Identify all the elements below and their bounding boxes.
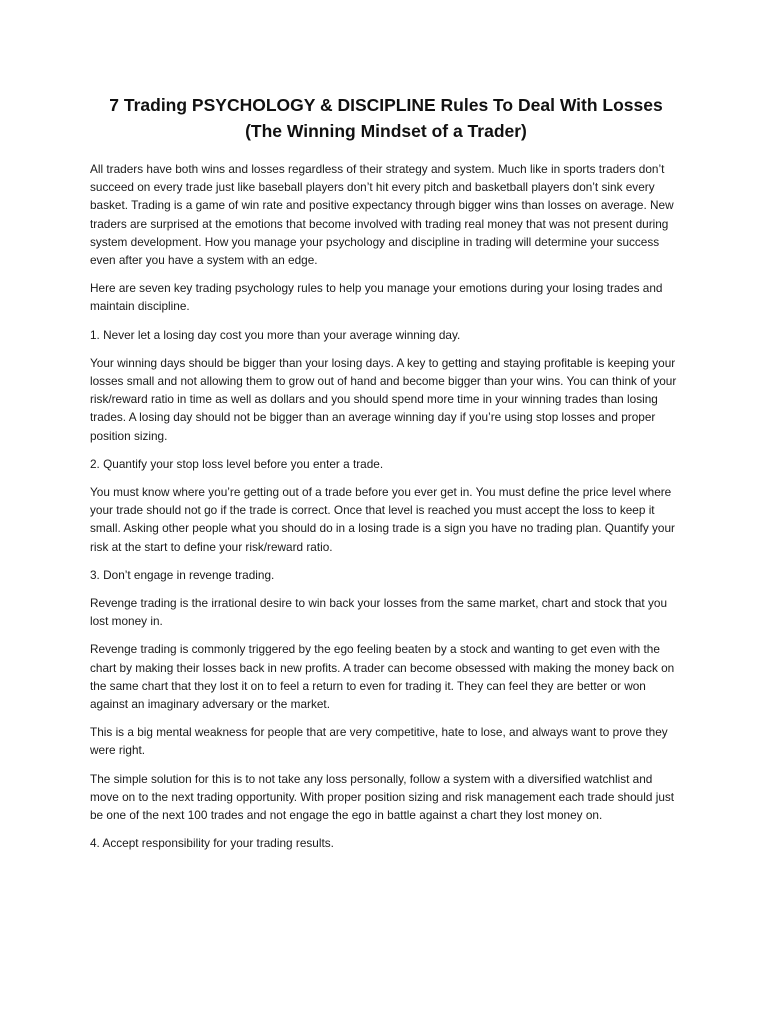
intro-paragraph: All traders have both wins and losses regardless of their strategy and system. Much like in sports traders don’t succeed on every trade just like baseball players don’t hit every pitch and basketball players don’t sink every basket. Trading is a game of win rate and positive expectancy through bigger wins than losses on average. New traders are surprised at the emotions that become involved with trading real money that was not present during system development. How you manage your psychology and discipline in trading will determine your success even after you have a system with an edge. [90, 162, 674, 268]
rule-3-body-1: Revenge trading is the irrational desire to win back your losses from the same market, chart and stock that you lost money in. [90, 596, 668, 629]
document-title: 7 Trading PSYCHOLOGY & DISCIPLINE Rules To Deal With Losses (The Winning Mindset of a Trader) [109, 95, 663, 141]
document-page [90, 92, 682, 863]
rule-3-body-3: This is a big mental weakness for people that are very competitive, hate to lose, and always want to prove they were right. [90, 725, 668, 758]
rule-3-body-4: The simple solution for this is to not take any loss personally, follow a system with a diversified watchlist and move on to the next trading opportunity. With proper position sizing and risk management each trade should just be one of the next 100 trades and not engage the ego in battle against a chart they lost money on. [90, 771, 675, 823]
rule-3-body-2: Revenge trading is commonly triggered by the ego feeling beaten by a stock and wanting to get even with the chart by making their losses back in new profits. A trader can become obsessed with making the money back on the same chart that they lost it on to feel a return to even for trading it. They can feel they are better or won against an imaginary adversary or the market. [90, 642, 675, 712]
rules-intro-paragraph: Here are seven key trading psychology rules to help you manage your emotions during your losing trades and maintain discipline. [90, 281, 663, 314]
rule-4-heading: 4. Accept responsibility for your trading results. [90, 836, 334, 851]
rule-1-heading: 1. Never let a losing day cost you more than your average winning day. [90, 327, 461, 342]
rule-1-body: Your winning days should be bigger than your losing days. A key to getting and staying profitable is keeping your losses small and not allowing them to grow out of hand and become bigger than your wins. You can think of your risk/reward ratio in time as well as dollars and you should spend more time in your winning trades than losing trades. A losing day should not be bigger than an average winning day if you’re using stop losses and proper position sizing. [90, 355, 677, 443]
rule-2-body: You must know where you’re getting out of a trade before you ever get in. You must define the price level where your trade should not go if the trade is correct. Once that level is reached you must accept the loss to keep it small. Asking other people what you should do in a losing trade is a sign you have no trading plan. Quantify your risk at the start to define your risk/reward ratio. [90, 485, 675, 554]
rule-2-heading: 2. Quantify your stop loss level before you enter a trade. [90, 456, 384, 471]
rule-3-heading: 3. Don’t engage in revenge trading. [90, 567, 275, 582]
